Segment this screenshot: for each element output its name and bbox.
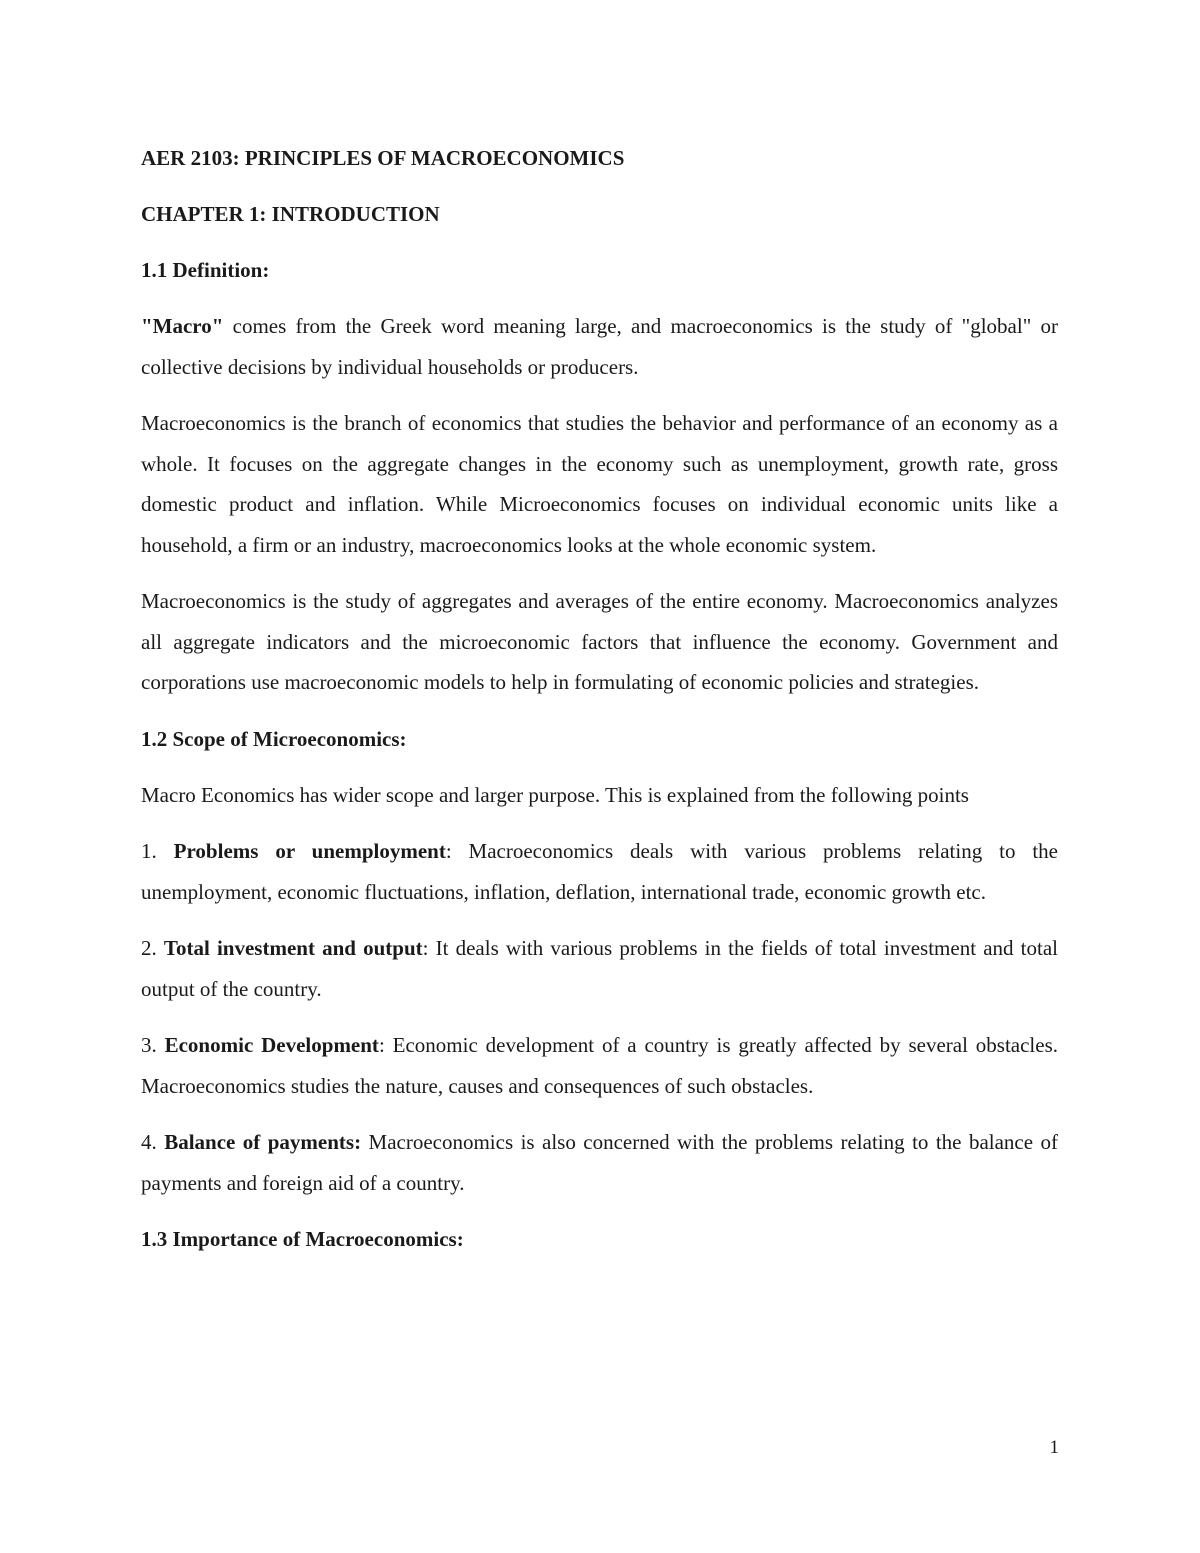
- scope-item-title: Balance of payments:: [164, 1130, 362, 1154]
- scope-item-number: 4.: [141, 1130, 165, 1154]
- scope-list-item: [141, 928, 1058, 1009]
- page-content: [141, 138, 1058, 1275]
- scope-intro-paragraph: Macro Economics has wider scope and larger purpose. This is explained from the following points: [141, 782, 969, 807]
- scope-list-item: [141, 1122, 1058, 1203]
- scope-item-text: : It deals with various problems in the fields of total investment and total output of the country.: [141, 936, 1058, 1001]
- scope-list-item: [141, 1025, 1058, 1106]
- scope-item-number: 2.: [141, 936, 164, 960]
- scope-item-number: 1.: [141, 839, 174, 863]
- scope-item-text: : Economic development of a country is greatly affected by several obstacles. Macroeconomics studies the nature, causes and consequences of such obstacles.: [141, 1033, 1059, 1098]
- scope-item-title: Problems or unemployment: [173, 839, 446, 863]
- definition-paragraph-2: Macroeconomics is the branch of economics that studies the behavior and performance of an economy as a whole. It focuses on the aggregate changes in the economy such as unemployment, growth rate, gross domestic product and inflation. While Microeconomics focuses on individual economic units like a household, a firm or an industry, macroeconomics looks at the whole economic system.: [141, 411, 1058, 557]
- scope-item-title: Total investment and output: [163, 936, 423, 960]
- section-heading-importance: 1.3 Importance of Macroeconomics:: [141, 1227, 464, 1251]
- chapter-title: CHAPTER 1: INTRODUCTION: [141, 202, 440, 226]
- scope-list-item: [141, 831, 1058, 912]
- definition-paragraph-1: [141, 306, 1058, 387]
- definition-term: "Macro": [141, 314, 224, 338]
- definition-paragraph-3: Macroeconomics is the study of aggregates and averages of the entire economy. Macroeconomics analyzes all aggregate indicators and the microeconomic factors that influence the economy. Government and corporations use macroeconomic models to help in formulating of economic policies and strategies.: [141, 589, 1058, 694]
- definition-paragraph-1-text: comes from the Greek word meaning large, and macroeconomics is the study of "global" or collective decisions by individual households or producers.: [141, 314, 1058, 379]
- course-title: AER 2103: PRINCIPLES OF MACROECONOMICS: [141, 146, 625, 170]
- scope-item-number: 3.: [141, 1033, 165, 1057]
- section-heading-definition: 1.1 Definition:: [141, 258, 270, 282]
- page-number: 1: [1049, 1437, 1059, 1458]
- scope-item-title: Economic Development: [164, 1033, 379, 1057]
- scope-item-text: Macroeconomics is also concerned with the problems relating to the balance of payments and foreign aid of a country.: [141, 1130, 1058, 1195]
- scope-item-text: : Macroeconomics deals with various problems relating to the unemployment, economic fluctuations, inflation, deflation, international trade, economic growth etc.: [141, 839, 1058, 904]
- section-heading-scope: 1.2 Scope of Microeconomics:: [141, 726, 407, 751]
